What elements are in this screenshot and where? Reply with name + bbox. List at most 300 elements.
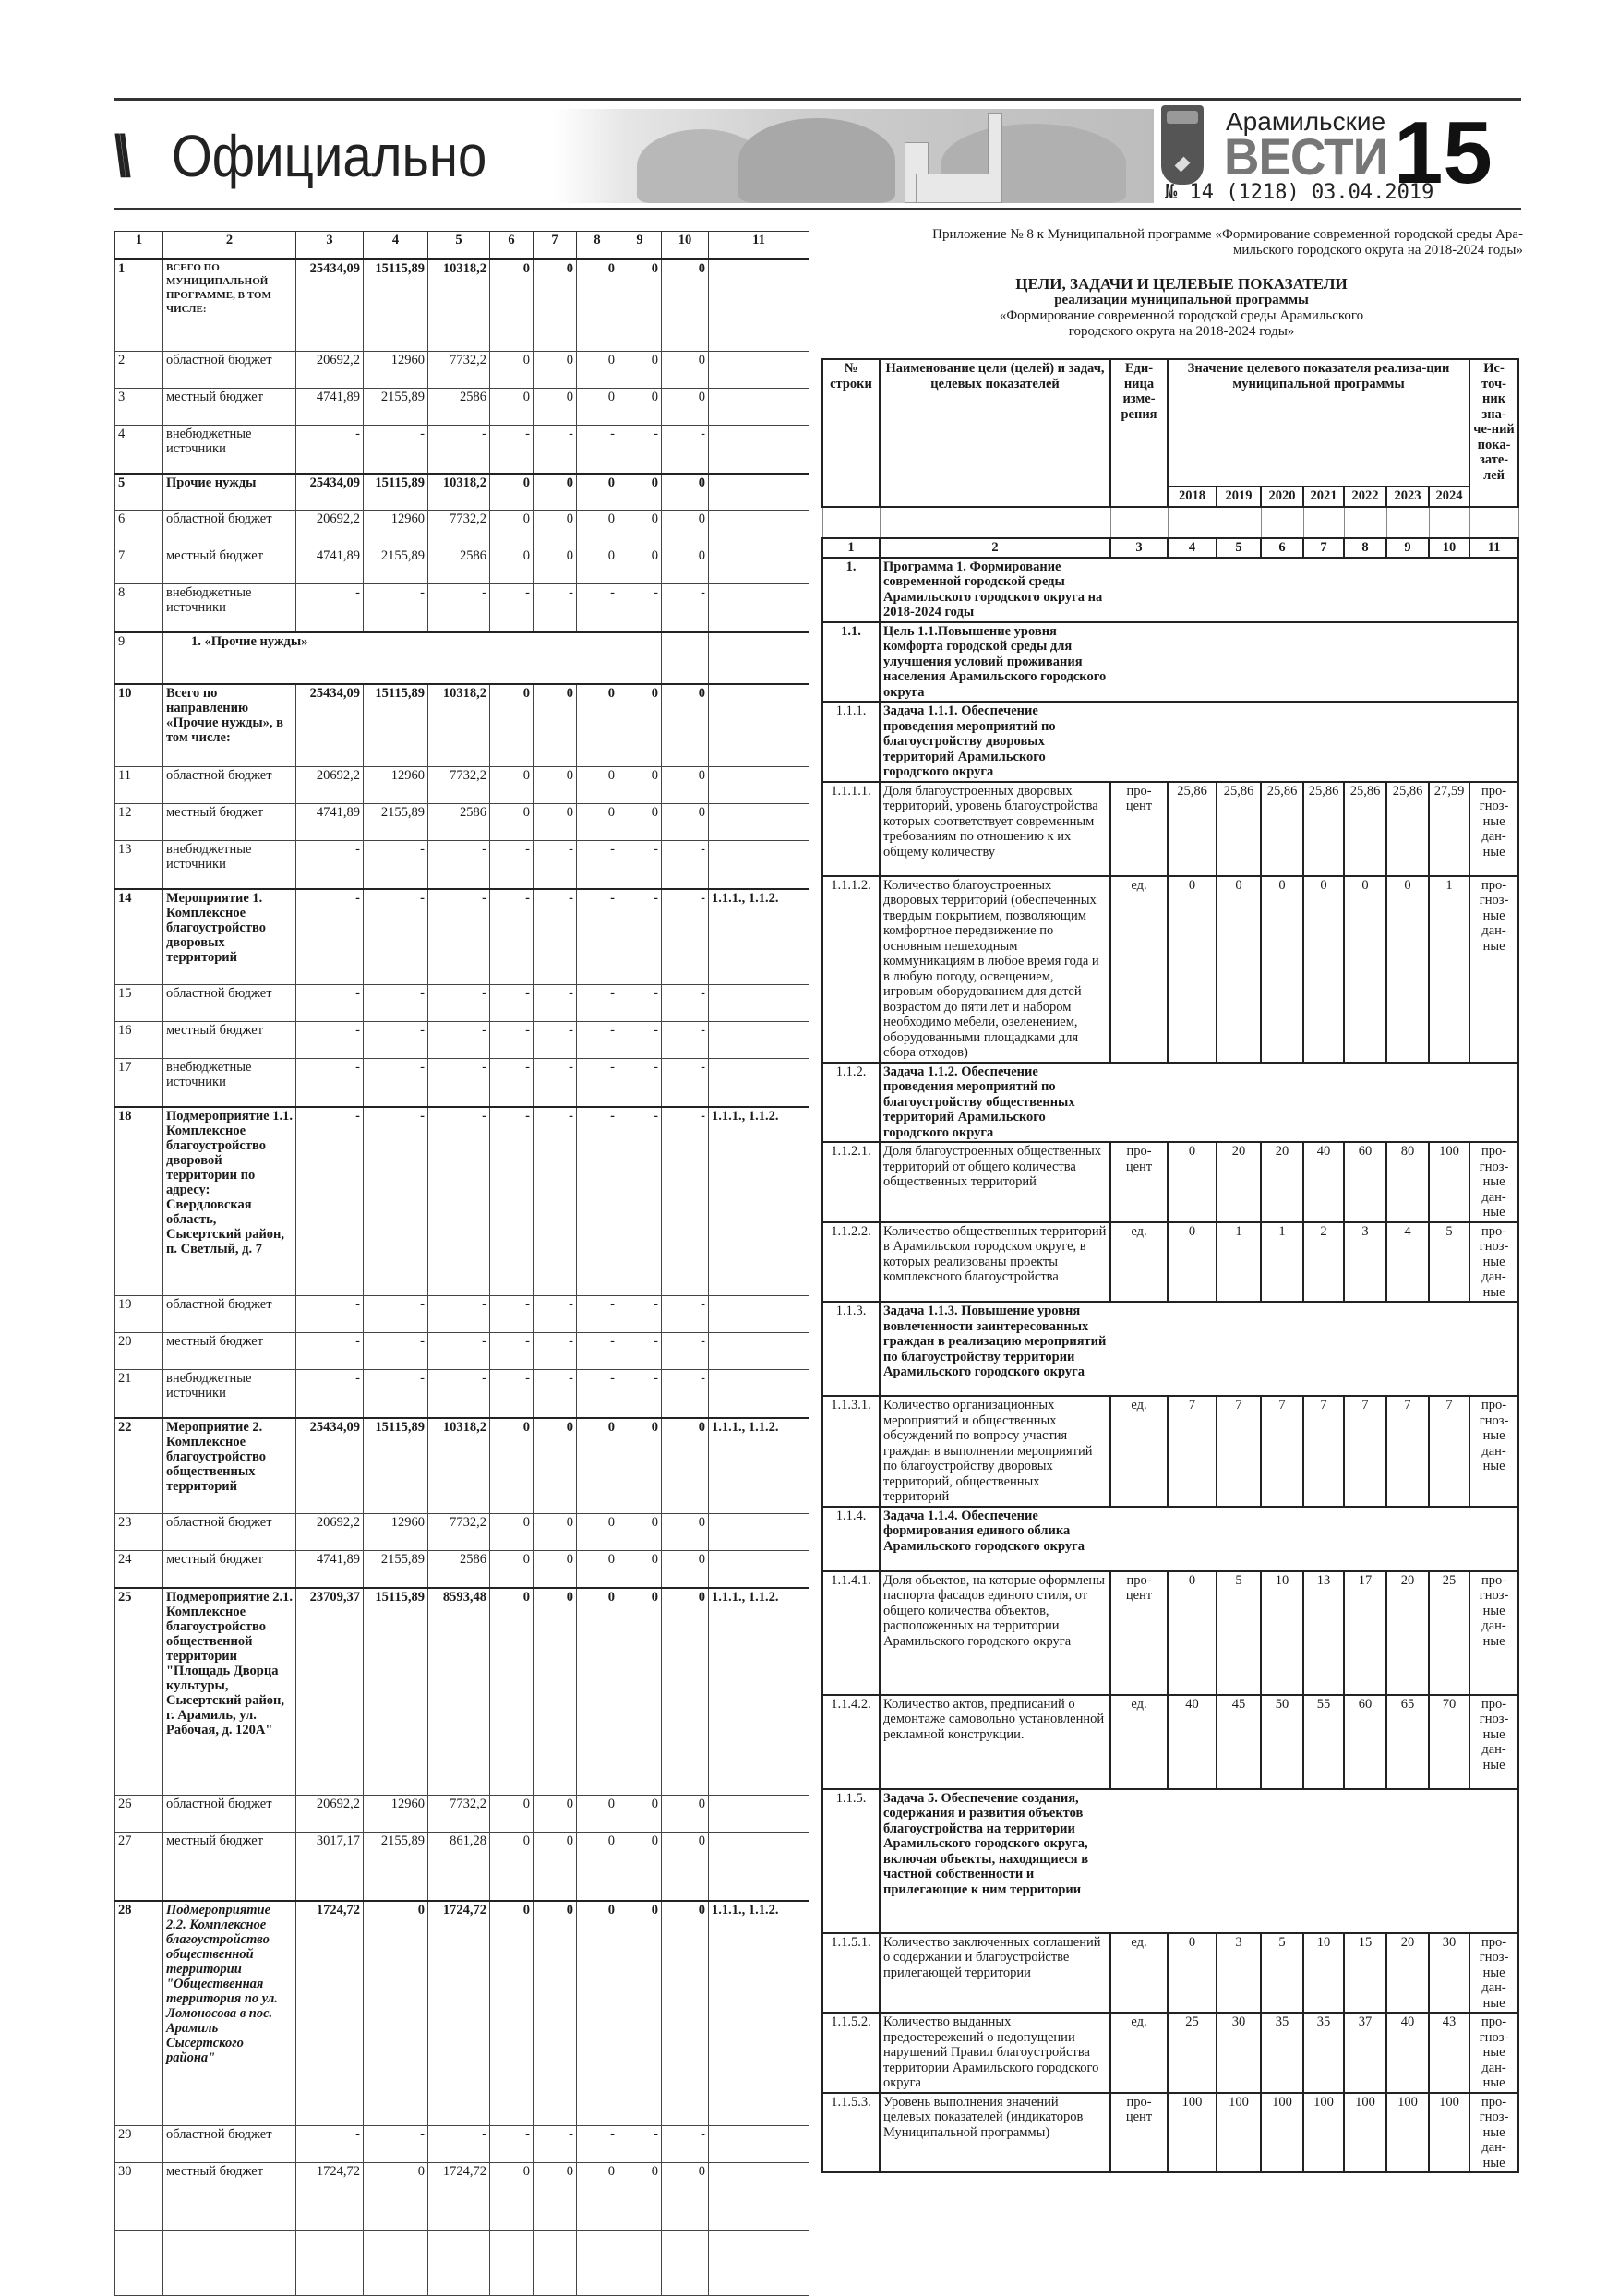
empty-cell: [822, 507, 880, 523]
indicator-name: Доля объектов, на которые оформлены паспорта фасадов единого стиля, от общего количества объектов, расположенных на территории Арамильского городского округа: [880, 1571, 1110, 1695]
amount-cell: -: [490, 985, 534, 1022]
amount-cell: -: [490, 1022, 534, 1059]
amount-cell: 2155,89: [364, 804, 428, 841]
amount-cell: 0: [534, 389, 577, 426]
table-row: [115, 1107, 810, 1296]
row-name: местный бюджет: [163, 804, 296, 841]
amount-cell: 0: [364, 2163, 428, 2231]
amount-cell: 0: [618, 259, 662, 352]
row-name: областной бюджет: [163, 985, 296, 1022]
col-header-3: 3: [296, 232, 364, 259]
unit: ед.: [1110, 1695, 1168, 1789]
empty-cell: [662, 632, 709, 684]
empty-span: [1110, 702, 1518, 782]
amount-cell: 0: [577, 2163, 618, 2231]
empty-cell: [709, 632, 810, 684]
row-number: 1.1.3.1.: [822, 1396, 880, 1507]
amount-cell: 2586: [428, 1551, 490, 1588]
data-source: про-гноз-ные дан-ные: [1469, 1695, 1518, 1789]
unit: про-цент: [1110, 782, 1168, 876]
amount-cell: 7732,2: [428, 1514, 490, 1551]
amount-cell: 12960: [364, 352, 428, 389]
amount-cell: 0: [618, 1514, 662, 1551]
target-value: 20: [1217, 1142, 1261, 1222]
amount-cell: 0: [364, 1901, 428, 2126]
amount-cell: 0: [577, 259, 618, 352]
target-value: 65: [1386, 1695, 1429, 1789]
amount-cell: -: [618, 841, 662, 889]
issue-info: № 14 (1218) 03.04.2019: [1165, 181, 1434, 204]
amount-cell: -: [618, 426, 662, 474]
target-value: 100: [1303, 2093, 1344, 2173]
spacer-row: [822, 507, 1518, 523]
row-name: областной бюджет: [163, 1514, 296, 1551]
amount-cell: 0: [490, 511, 534, 547]
unit: ед.: [1110, 1933, 1168, 2014]
data-source: про-гноз-ные дан-ные: [1469, 876, 1518, 1063]
row-number: 1.1.1.1.: [822, 782, 880, 876]
section-name: Официально: [172, 123, 487, 189]
amount-cell: 0: [534, 1833, 577, 1901]
target-value: 7: [1429, 1396, 1469, 1507]
row-number: 1.1.5.1.: [822, 1933, 880, 2014]
column-index: 7: [1303, 538, 1344, 558]
row-number: 26: [115, 1796, 163, 1833]
amount-cell: 3017,17: [296, 1833, 364, 1901]
target-value: 1: [1261, 1222, 1303, 1303]
amount-cell: -: [364, 1370, 428, 1418]
amount-cell: 1724,72: [296, 1901, 364, 2126]
indicator-ref: [709, 511, 810, 547]
budget-table-header: [115, 232, 810, 259]
target-value: 100: [1429, 1142, 1469, 1222]
amount-cell: -: [428, 1296, 490, 1333]
amount-cell: 10318,2: [428, 474, 490, 511]
amount-cell: 20692,2: [296, 1796, 364, 1833]
amount-cell: 4741,89: [296, 389, 364, 426]
section-label: 1. «Прочие нужды»: [163, 632, 662, 684]
target-value: 25,86: [1168, 782, 1217, 876]
empty-cell: [1344, 523, 1386, 538]
year-2018: 2018: [1168, 487, 1217, 507]
target-value: 60: [1344, 1695, 1386, 1789]
amount-cell: [662, 2231, 709, 2296]
table-row: [115, 2163, 810, 2231]
table-row: [115, 1551, 810, 1588]
amount-cell: 0: [662, 2163, 709, 2231]
column-index: 5: [1217, 538, 1261, 558]
target-value: 40: [1168, 1695, 1217, 1789]
amount-cell: 0: [662, 1418, 709, 1514]
empty-cell: [1386, 507, 1429, 523]
amount-cell: 0: [534, 1901, 577, 2126]
amount-cell: 0: [490, 352, 534, 389]
target-value: 70: [1429, 1695, 1469, 1789]
amount-cell: 0: [534, 259, 577, 352]
empty-cell: [1217, 523, 1261, 538]
row-number: 27: [115, 1833, 163, 1901]
empty-cell: [822, 523, 880, 538]
empty-span: [1110, 1789, 1518, 1933]
amount-cell: -: [428, 889, 490, 985]
table-row: [115, 474, 810, 511]
amount-cell: -: [428, 2126, 490, 2163]
spacer-row: [822, 523, 1518, 538]
row-number: 1.1.2.2.: [822, 1222, 880, 1303]
amount-cell: -: [364, 1333, 428, 1370]
amount-cell: 25434,09: [296, 474, 364, 511]
unit: ед.: [1110, 876, 1168, 1063]
amount-cell: -: [618, 889, 662, 985]
unit: ед.: [1110, 2013, 1168, 2093]
row-name: внебюджетные источники: [163, 426, 296, 474]
target-value: 45: [1217, 1695, 1261, 1789]
amount-cell: 7732,2: [428, 352, 490, 389]
data-source: про-гноз-ные дан-ные: [1469, 1571, 1518, 1695]
amount-cell: -: [618, 584, 662, 632]
indicator-name: Доля благоустроенных общественных территорий от общего количества общественных территорий: [880, 1142, 1110, 1222]
amount-cell: -: [490, 1370, 534, 1418]
indicator-ref: [709, 426, 810, 474]
row-number: 15: [115, 985, 163, 1022]
indicator-ref: [709, 474, 810, 511]
amount-cell: -: [296, 426, 364, 474]
table-row: [115, 2231, 810, 2296]
target-value: 35: [1303, 2013, 1344, 2093]
amount-cell: 15115,89: [364, 474, 428, 511]
target-value: 55: [1303, 1695, 1344, 1789]
target-value: 7: [1303, 1396, 1344, 1507]
target-value: 25,86: [1217, 782, 1261, 876]
empty-cell: [1429, 523, 1469, 538]
amount-cell: -: [296, 1333, 364, 1370]
amount-cell: -: [428, 985, 490, 1022]
row-number: 18: [115, 1107, 163, 1296]
target-value: 40: [1303, 1142, 1344, 1222]
amount-cell: -: [618, 1107, 662, 1296]
amount-cell: -: [428, 426, 490, 474]
target-value: 0: [1168, 876, 1217, 1063]
row-number: 19: [115, 1296, 163, 1333]
amount-cell: 0: [534, 511, 577, 547]
amount-cell: 0: [534, 547, 577, 584]
amount-cell: 0: [490, 1551, 534, 1588]
appendix-note: Приложение № 8 к Муниципальной программе «Формирование современной городской среды Ара- мильского городского округа на 2018-2024 годы»: [932, 227, 1523, 258]
amount-cell: -: [428, 1107, 490, 1296]
target-value: 0: [1261, 876, 1303, 1063]
amount-cell: 0: [490, 767, 534, 804]
row-number: 14: [115, 889, 163, 985]
amount-cell: 1724,72: [296, 2163, 364, 2231]
table-row: [115, 389, 810, 426]
amount-cell: 2155,89: [364, 547, 428, 584]
target-value: 100: [1386, 2093, 1429, 2173]
indicator-ref: [709, 2231, 810, 2296]
heading-text: Задача 1.1.4. Обеспечение формирования единого облика Арамильского городского округа: [880, 1507, 1110, 1571]
amount-cell: 8593,48: [428, 1588, 490, 1796]
heading-row: [822, 1302, 1518, 1396]
row-number: 1.: [822, 558, 880, 622]
indicator-name: Количество общественных территорий в Арамильском городском округе, в которых реализованы проекты комплексного благоустройства: [880, 1222, 1110, 1303]
amount-cell: 4741,89: [296, 1551, 364, 1588]
target-value: 100: [1429, 2093, 1469, 2173]
amount-cell: 0: [577, 1588, 618, 1796]
amount-cell: 23709,37: [296, 1588, 364, 1796]
row-number: 30: [115, 2163, 163, 2231]
amount-cell: -: [577, 841, 618, 889]
unit: ед.: [1110, 1396, 1168, 1507]
target-value: 100: [1344, 2093, 1386, 2173]
col-header-7: 7: [534, 232, 577, 259]
amount-cell: -: [296, 1022, 364, 1059]
amount-cell: -: [296, 1059, 364, 1107]
amount-cell: 0: [662, 1796, 709, 1833]
amount-cell: 0: [662, 474, 709, 511]
header-rule-top: [114, 98, 1521, 101]
row-number: 1.1.3.: [822, 1302, 880, 1396]
table-row: [115, 1333, 810, 1370]
amount-cell: -: [490, 2126, 534, 2163]
row-name: ВСЕГО ПО МУНИЦИПАЛЬНОЙ ПРОГРАММЕ, В ТОМ ЧИСЛЕ:: [163, 259, 296, 352]
amount-cell: 861,28: [428, 1833, 490, 1901]
amount-cell: 0: [618, 1588, 662, 1796]
target-value: 35: [1261, 2013, 1303, 2093]
amount-cell: -: [618, 1022, 662, 1059]
target-value: 3: [1344, 1222, 1386, 1303]
table-row: [115, 1418, 810, 1514]
amount-cell: -: [577, 1333, 618, 1370]
column-index: 6: [1261, 538, 1303, 558]
amount-cell: 0: [490, 1588, 534, 1796]
col-unit: Еди-ница изме-рения: [1110, 359, 1168, 507]
amount-cell: [490, 2231, 534, 2296]
row-number: 8: [115, 584, 163, 632]
amount-cell: 12960: [364, 1796, 428, 1833]
title-sub: реализации муниципальной программы: [1054, 293, 1309, 307]
table-row: [115, 985, 810, 1022]
indicator-name: Уровень выполнения значений целевых показателей (индикаторов Муниципальной программы): [880, 2093, 1110, 2173]
amount-cell: 0: [662, 352, 709, 389]
amount-cell: -: [662, 426, 709, 474]
heading-row: [822, 558, 1518, 622]
indicator-ref: [709, 1551, 810, 1588]
column-index: 9: [1386, 538, 1429, 558]
target-value: 7: [1217, 1396, 1261, 1507]
amount-cell: -: [490, 1296, 534, 1333]
target-value: 3: [1217, 1933, 1261, 2014]
row-name: Прочие нужды: [163, 474, 296, 511]
amount-cell: 0: [534, 352, 577, 389]
amount-cell: -: [662, 1333, 709, 1370]
amount-cell: -: [534, 889, 577, 985]
row-name: местный бюджет: [163, 389, 296, 426]
amount-cell: 15115,89: [364, 1588, 428, 1796]
amount-cell: 0: [618, 1551, 662, 1588]
target-value: 0: [1168, 1222, 1217, 1303]
row-number: 20: [115, 1333, 163, 1370]
row-name: областной бюджет: [163, 2126, 296, 2163]
target-value: 43: [1429, 2013, 1469, 2093]
amount-cell: -: [364, 889, 428, 985]
amount-cell: -: [364, 1296, 428, 1333]
amount-cell: -: [296, 1370, 364, 1418]
table-row: [115, 511, 810, 547]
col-header-4: 4: [364, 232, 428, 259]
amount-cell: -: [490, 1107, 534, 1296]
amount-cell: 0: [662, 511, 709, 547]
indicator-row: [822, 1695, 1518, 1789]
table-row: [115, 841, 810, 889]
target-value: 30: [1429, 1933, 1469, 2014]
amount-cell: 0: [618, 389, 662, 426]
table-row: [115, 684, 810, 767]
target-value: 1: [1429, 876, 1469, 1063]
row-name: внебюджетные источники: [163, 1059, 296, 1107]
amount-cell: 0: [534, 1418, 577, 1514]
target-value: 5: [1261, 1933, 1303, 2014]
amount-cell: 0: [577, 547, 618, 584]
amount-cell: 0: [490, 1796, 534, 1833]
amount-cell: 2586: [428, 389, 490, 426]
row-number: [115, 2231, 163, 2296]
target-value: 20: [1386, 1571, 1429, 1695]
row-name: местный бюджет: [163, 1551, 296, 1588]
row-name: Всего по направлению «Прочие нужды», в том числе:: [163, 684, 296, 767]
row-number: 17: [115, 1059, 163, 1107]
col-row-no: № строки: [822, 359, 880, 507]
amount-cell: 0: [577, 511, 618, 547]
target-value: 1: [1217, 1222, 1261, 1303]
targets-header-row: [822, 359, 1518, 487]
row-number: 4: [115, 426, 163, 474]
amount-cell: 12960: [364, 1514, 428, 1551]
amount-cell: -: [364, 985, 428, 1022]
table-row: [115, 1022, 810, 1059]
row-number: 6: [115, 511, 163, 547]
amount-cell: 0: [577, 1796, 618, 1833]
row-number: 1.1.5.2.: [822, 2013, 880, 2093]
target-value: 7: [1261, 1396, 1303, 1507]
amount-cell: 0: [618, 1418, 662, 1514]
indicator-row: [822, 782, 1518, 876]
year-2024: 2024: [1429, 487, 1469, 507]
indicator-row: [822, 1222, 1518, 1303]
amount-cell: -: [662, 1370, 709, 1418]
row-number: 1.1.4.: [822, 1507, 880, 1571]
amount-cell: 0: [534, 684, 577, 767]
target-value: 17: [1344, 1571, 1386, 1695]
amount-cell: 0: [662, 389, 709, 426]
unit: про-цент: [1110, 1142, 1168, 1222]
amount-cell: 2586: [428, 804, 490, 841]
row-number: 1.1.1.2.: [822, 876, 880, 1063]
target-value: 10: [1261, 1571, 1303, 1695]
column-index: 3: [1110, 538, 1168, 558]
amount-cell: -: [662, 2126, 709, 2163]
amount-cell: -: [577, 426, 618, 474]
row-number: 22: [115, 1418, 163, 1514]
amount-cell: -: [618, 1059, 662, 1107]
empty-cell: [1386, 523, 1429, 538]
target-value: 100: [1168, 2093, 1217, 2173]
slashes-icon: \\: [114, 123, 125, 189]
amount-cell: 20692,2: [296, 352, 364, 389]
row-name: [163, 2231, 296, 2296]
amount-cell: -: [296, 985, 364, 1022]
amount-cell: 0: [618, 767, 662, 804]
title-main: ЦЕЛИ, ЗАДАЧИ И ЦЕЛЕВЫЕ ПОКАЗАТЕЛИ: [1015, 275, 1348, 293]
row-number: 29: [115, 2126, 163, 2163]
amount-cell: 0: [577, 767, 618, 804]
row-number: 23: [115, 1514, 163, 1551]
amount-cell: 0: [618, 1901, 662, 2126]
data-source: про-гноз-ные дан-ные: [1469, 1222, 1518, 1303]
target-value: 25,86: [1386, 782, 1429, 876]
amount-cell: -: [428, 841, 490, 889]
amount-cell: 0: [618, 352, 662, 389]
amount-cell: 0: [618, 547, 662, 584]
row-number: 2: [115, 352, 163, 389]
empty-cell: [1110, 507, 1168, 523]
amount-cell: [428, 2231, 490, 2296]
table-row: [115, 259, 810, 352]
heading-row: [822, 1789, 1518, 1933]
indicator-name: Количество выданных предостережений о недопущении нарушений Правил благоустройства территории Арамильского городского округа: [880, 2013, 1110, 2093]
indicator-ref: 1.1.1., 1.1.2.: [709, 1418, 810, 1514]
amount-cell: 25434,09: [296, 684, 364, 767]
row-number: 7: [115, 547, 163, 584]
row-number: 9: [115, 632, 163, 684]
amount-cell: 0: [662, 804, 709, 841]
indicator-name: Количество заключенных соглашений о содержании и благоустройстве прилегающей территории: [880, 1933, 1110, 2014]
target-value: 50: [1261, 1695, 1303, 1789]
amount-cell: 4741,89: [296, 804, 364, 841]
amount-cell: 10318,2: [428, 684, 490, 767]
row-name: внебюджетные источники: [163, 841, 296, 889]
amount-cell: -: [296, 1107, 364, 1296]
target-value: 0: [1168, 1142, 1217, 1222]
amount-cell: -: [534, 584, 577, 632]
row-name: областной бюджет: [163, 511, 296, 547]
amount-cell: 0: [577, 804, 618, 841]
amount-cell: 0: [534, 1588, 577, 1796]
amount-cell: -: [618, 1370, 662, 1418]
empty-cell: [1344, 507, 1386, 523]
data-source: про-гноз-ные дан-ные: [1469, 2013, 1518, 2093]
amount-cell: -: [662, 584, 709, 632]
amount-cell: 0: [490, 1514, 534, 1551]
col-header-5: 5: [428, 232, 490, 259]
amount-cell: -: [577, 1059, 618, 1107]
data-source: про-гноз-ные дан-ные: [1469, 1396, 1518, 1507]
row-name: областной бюджет: [163, 1796, 296, 1833]
empty-cell: [1469, 507, 1518, 523]
amount-cell: 0: [577, 1514, 618, 1551]
amount-cell: -: [577, 1370, 618, 1418]
amount-cell: 7732,2: [428, 767, 490, 804]
indicator-ref: [709, 2163, 810, 2231]
amount-cell: 0: [534, 1551, 577, 1588]
amount-cell: 0: [577, 1551, 618, 1588]
row-name: областной бюджет: [163, 767, 296, 804]
indicator-ref: [709, 684, 810, 767]
target-value: 0: [1217, 876, 1261, 1063]
amount-cell: -: [428, 584, 490, 632]
column-index: 11: [1469, 538, 1518, 558]
amount-cell: 0: [534, 474, 577, 511]
header-photo: [554, 109, 1154, 203]
indicator-ref: [709, 767, 810, 804]
